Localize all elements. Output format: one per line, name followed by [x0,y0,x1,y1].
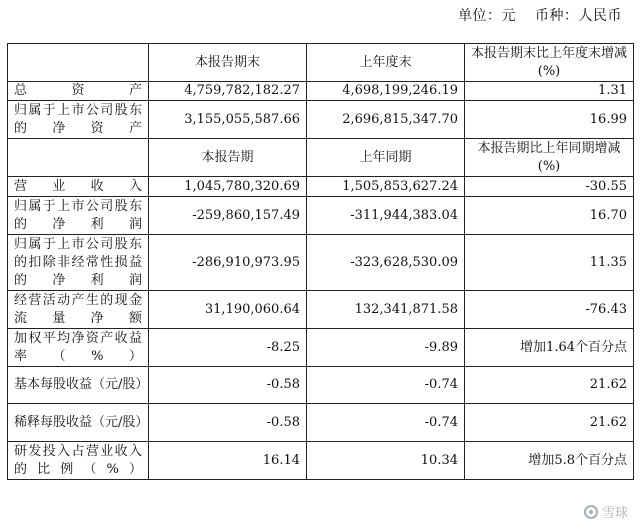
header-prior: 上年同期 [307,139,465,177]
balance-header-row [8,44,634,82]
table-row [8,177,634,197]
cell-prior: 132,341,871.58 [307,291,465,329]
header-blank [8,44,149,82]
financial-table [7,43,634,480]
cell-change: 16.99 [465,101,634,139]
eye-logo-icon [584,505,598,519]
table-row [8,291,634,329]
row-label: 总资产 [8,82,149,101]
cell-current: 1,045,780,320.69 [149,177,307,197]
table-row [8,82,634,101]
header-current: 本报告期 [149,139,307,177]
watermark [584,502,628,521]
row-label: 营业收入 [8,177,149,197]
row-label: 归属于上市公司股东的净资产 [8,101,149,139]
table-row [8,442,634,480]
cell-current: -259,860,157.49 [149,197,307,235]
cell-change: 增加5.8个百分点 [465,442,634,480]
cell-current: 4,759,782,182.27 [149,82,307,101]
unit-line [444,5,622,25]
unit-label: 单位：元 [458,8,517,24]
table-row [8,235,634,291]
cell-current: -0.58 [149,404,307,442]
header-prior: 上年度末 [307,44,465,82]
cell-prior: -9.89 [307,329,465,367]
cell-current: -0.58 [149,367,307,404]
cell-change: -30.55 [465,177,634,197]
cell-prior: -0.74 [307,404,465,442]
watermark-text: 雪球 [601,506,628,521]
cell-change: 增加1.64个百分点 [465,329,634,367]
row-label: 基本每股收益（元/股） [8,367,149,404]
table-row [8,197,634,235]
cell-prior: 4,698,199,246.19 [307,82,465,101]
cell-current: 16.14 [149,442,307,480]
row-label: 加权平均净资产收益率（%） [8,329,149,367]
header-current: 本报告期末 [149,44,307,82]
cell-change: 1.31 [465,82,634,101]
cell-change: 21.62 [465,404,634,442]
cell-prior: 2,696,815,347.70 [307,101,465,139]
cell-change: 21.62 [465,367,634,404]
row-label: 归属于上市公司股东的净利润 [8,197,149,235]
row-label: 研发投入占营业收入的比例（%） [8,442,149,480]
row-label: 经营活动产生的现金流量净额 [8,291,149,329]
table-row [8,101,634,139]
row-label: 稀释每股收益（元/股） [8,404,149,442]
table-row [8,367,634,404]
currency-label: 币种：人民币 [535,8,622,24]
cell-prior: -311,944,383.04 [307,197,465,235]
row-label: 归属于上市公司股东的扣除非经常性损益的净利润 [8,235,149,291]
cell-change: -76.43 [465,291,634,329]
cell-current: -286,910,973.95 [149,235,307,291]
cell-prior: -0.74 [307,367,465,404]
header-blank [8,139,149,177]
header-change: 本报告期末比上年度末增减(%) [465,44,634,82]
cell-change: 16.70 [465,197,634,235]
table-row [8,404,634,442]
table-row [8,329,634,367]
cell-change: 11.35 [465,235,634,291]
header-change: 本报告期比上年同期增减(%) [465,139,634,177]
cell-current: 31,190,060.64 [149,291,307,329]
cell-prior: 1,505,853,627.24 [307,177,465,197]
period-header-row [8,139,634,177]
cell-prior: -323,628,530.09 [307,235,465,291]
cell-prior: 10.34 [307,442,465,480]
cell-current: 3,155,055,587.66 [149,101,307,139]
cell-current: -8.25 [149,329,307,367]
